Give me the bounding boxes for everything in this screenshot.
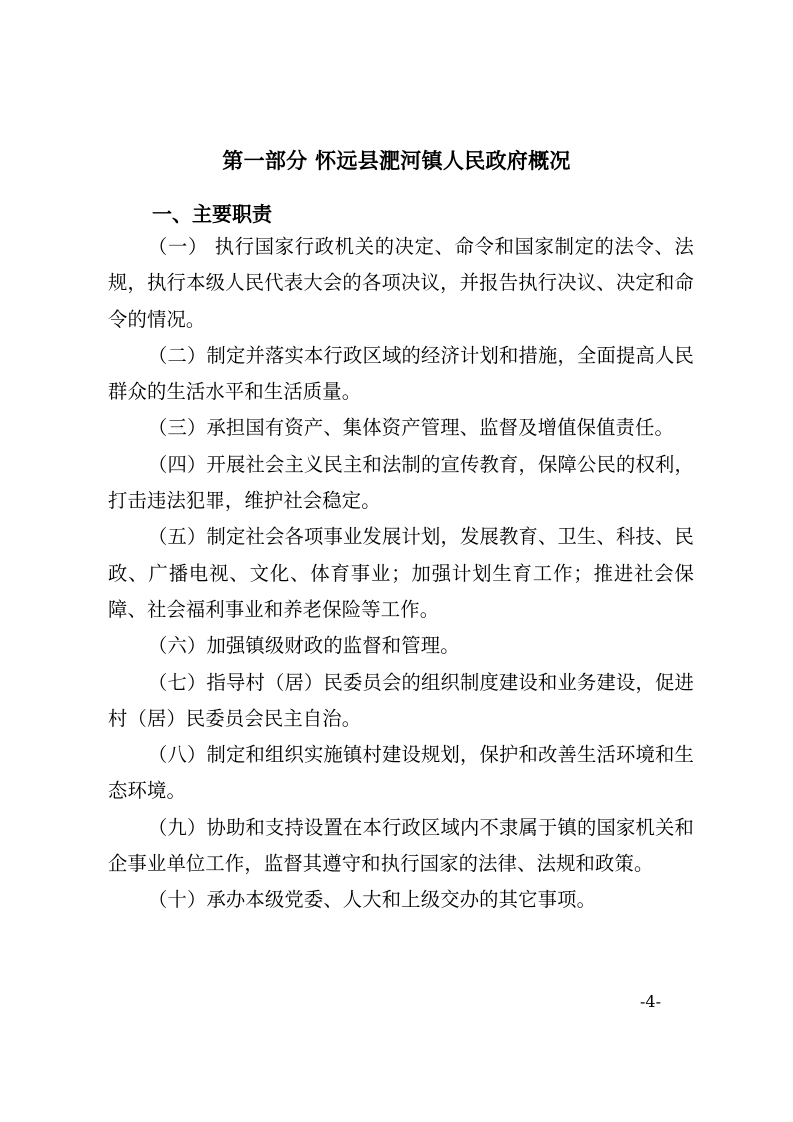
body-text	[108, 229, 694, 919]
paragraph-duty-9: （九）协助和支持设置在本行政区域内不隶属于镇的国家机关和企事业单位工作，监督其遵守和执行国家的法律、法规和政策。	[108, 815, 694, 876]
section-heading: 一、主要职责	[152, 202, 272, 226]
paragraph-duty-7: （七）指导村（居）民委员会的组织制度建设和业务建设，促进村（居）民委员会民主自治。	[108, 670, 694, 730]
page-title: 第一部分 怀远县淝河镇人民政府概况	[222, 149, 571, 173]
paragraph-duty-6: （六）加强镇级财政的监督和管理。	[148, 634, 460, 658]
paragraph-duty-2: （二）制定并落实本行政区域的经济计划和措施，全面提高人民群众的生活水平和生活质量。	[108, 343, 694, 404]
paragraph-duty-1: （一） 执行国家行政机关的决定、命令和国家制定的法令、法规，执行本级人民代表大会的各项决议，并报告执行决议、决定和命令的情况。	[108, 235, 694, 331]
paragraph-duty-5: （五）制定社会各项事业发展计划，发展教育、卫生、科技、民政、广播电视、文化、体育事业；加强计划生育工作；推进社会保障、社会福利事业和养老保险等工作。	[108, 525, 694, 621]
page-number: -4-	[640, 992, 661, 1011]
paragraph-duty-4: （四）开展社会主义民主和法制的宣传教育，保障公民的权利，打击违法犯罪，维护社会稳定。	[108, 452, 694, 513]
paragraph-duty-3: （三）承担国有资产、集体资产管理、监督及增值保值责任。	[148, 416, 674, 440]
paragraph-duty-10: （十）承办本级党委、人大和上级交办的其它事项。	[148, 888, 597, 912]
paragraph-duty-8: （八）制定和组织实施镇村建设规划，保护和改善生活环境和生态环境。	[108, 743, 694, 803]
